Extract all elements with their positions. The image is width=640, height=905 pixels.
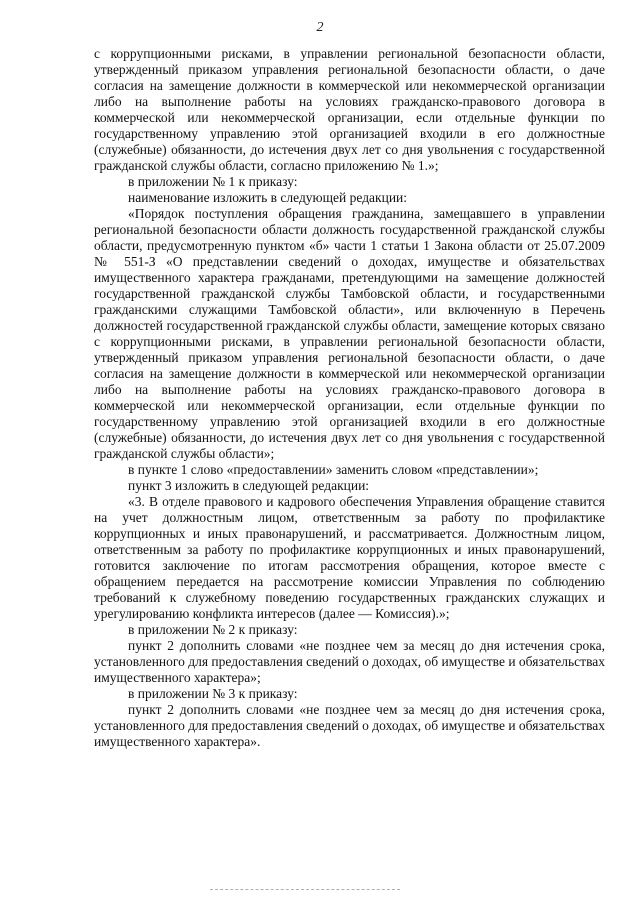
- paragraph: наименование изложить в следующей редакции:: [128, 190, 408, 205]
- paragraph: в приложении № 2 к приказу:: [128, 622, 298, 637]
- footer-divider: [210, 889, 400, 890]
- paragraph: пункт 2 дополнить словами «не позднее чем за месяц до дня истечения срока, установленного для предоставления сведений о доходах, об имуществе и обязательствах имущественного характера»;: [94, 638, 606, 685]
- paragraph: с коррупционными рисками, в управлении региональной безопасности области, утвержденный приказом управления региональной безопасности области, о даче согласия на замещение должности в коммерческой или некоммерческой организации либо на выполнение работы на условиях гражданско-правового договора в коммерческой или некоммерческой организации, если отдельные функции по государственному управлению этой организацией входили в его должностные (служебные) обязанности, до истечения двух лет со дня увольнения с государственной гражданской службы области, согласно приложению № 1.»;: [94, 46, 605, 173]
- document-body: [94, 46, 605, 750]
- paragraph: в приложении № 3 к приказу:: [128, 686, 298, 701]
- paragraph: в приложении № 1 к приказу:: [128, 174, 298, 189]
- paragraph: «3. В отделе правового и кадрового обеспечения Управления обращение ставится на учет должностным лицом, ответственным за работу по профилактике коррупционных и иных правонарушений, и рассматривается. Должностным лицом, ответственным за работу по профилактике коррупционных и иных правонарушений, готовится заключение по итогам рассмотрения обращения, которое вместе с обращением передается на рассмотрение комиссии Управления по соблюдению требований к служебному поведению государственных гражданских служащих и урегулированию конфликта интересов (далее — Комиссия).»;: [94, 494, 605, 621]
- paragraph: пункт 3 изложить в следующей редакции:: [128, 478, 370, 493]
- paragraph: в пункте 1 слово «предоставлении» заменить словом «представлении»;: [128, 462, 539, 477]
- paragraph: пункт 2 дополнить словами «не позднее чем за месяц до дня истечения срока, установленного для предоставления сведений о доходах, об имуществе и обязательствах имущественного характера».: [94, 702, 606, 749]
- page-number: 2: [316, 20, 324, 35]
- paragraph: «Порядок поступления обращения гражданина, замещавшего в управлении региональной безопасности области должность государственной гражданской службы области, предусмотренную пунктом «б» части 1 статьи 1 Закона области от 25.07.2009 № 551-З «О представлении сведений о доходах, имуществе и обязательствах имущественного характера гражданами, претендующими на замещение должностей государственной гражданской службы Тамбовской области, и государственными гражданскими служащими Тамбовской области», или включенную в Перечень должностей государственной гражданской службы области, замещение которых связано с коррупционными рисками, в управлении региональной безопасности области, утвержденный приказом управления региональной безопасности области, о даче согласия на замещение должности в коммерческой или некоммерческой организации либо на выполнение работы на условиях гражданско-правового договора в коммерческой или некоммерческой организации, если отдельные функции по государственному управлению этой организацией входили в его должностные (служебные) обязанности, до истечения двух лет со дня увольнения с государственной гражданской службы области»;: [94, 206, 605, 461]
